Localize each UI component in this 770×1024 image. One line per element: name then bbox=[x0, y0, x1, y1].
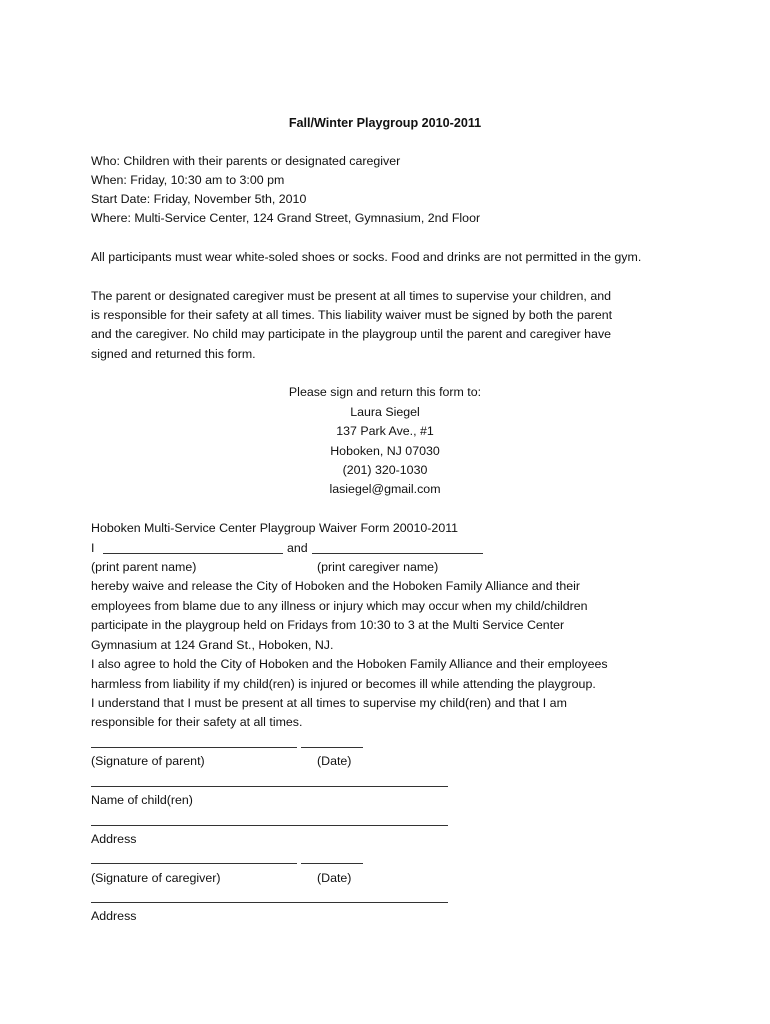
caregiver-signature-line[interactable] bbox=[91, 863, 297, 864]
caregiver-date-line[interactable] bbox=[301, 863, 363, 864]
waiver-line: Gymnasium at 124 Grand St., Hoboken, NJ. bbox=[91, 638, 334, 652]
child-name-line[interactable] bbox=[91, 786, 448, 787]
waiver-line: employees from blame due to any illness or injury which may occur when my child/children bbox=[91, 599, 588, 613]
waiver-line: I also agree to hold the City of Hoboken and the Hoboken Family Alliance and their employees bbox=[91, 657, 608, 671]
supervision-line: The parent or designated caregiver must be present at all times to supervise your children, and bbox=[91, 289, 611, 303]
info-when: When: Friday, 10:30 am to 3:00 pm bbox=[91, 173, 285, 187]
return-name: Laura Siegel bbox=[350, 405, 420, 419]
waiver-line: harmless from liability if my child(ren) is injured or becomes ill while attending the playgroup. bbox=[91, 677, 596, 691]
child-name-label: Name of child(ren) bbox=[91, 793, 193, 807]
supervision-line: signed and returned this form. bbox=[91, 347, 256, 361]
supervision-line: and the caregiver. No child may participate in the playgroup until the parent and caregiver have bbox=[91, 327, 612, 341]
info-who: Who: Children with their parents or designated caregiver bbox=[91, 154, 401, 168]
return-street: 137 Park Ave., #1 bbox=[336, 424, 434, 438]
parent-signature-label: (Signature of parent) bbox=[91, 754, 205, 768]
caregiver-address-label: Address bbox=[91, 909, 137, 923]
caregiver-name-line[interactable] bbox=[312, 553, 483, 554]
caregiver-address-line[interactable] bbox=[91, 902, 448, 903]
rules-line: All participants must wear white-soled shoes or socks. Food and drinks are not permitted in the gym. bbox=[91, 250, 642, 264]
return-phone: (201) 320-1030 bbox=[342, 463, 428, 477]
info-start-date: Start Date: Friday, November 5th, 2010 bbox=[91, 192, 307, 206]
and-label: and bbox=[287, 541, 308, 555]
address-label: Address bbox=[91, 832, 137, 846]
return-email: lasiegel@gmail.com bbox=[329, 482, 441, 496]
document-title: Fall/Winter Playgroup 2010-2011 bbox=[288, 116, 482, 130]
parent-name-label: (print parent name) bbox=[91, 560, 197, 574]
address-line[interactable] bbox=[91, 825, 448, 826]
waiver-line: participate in the playgroup held on Fridays from 10:30 to 3 at the Multi Service Center bbox=[91, 618, 565, 632]
waiver-line: responsible for their safety at all times. bbox=[91, 715, 303, 729]
parent-name-line[interactable] bbox=[103, 553, 283, 554]
caregiver-name-label: (print caregiver name) bbox=[317, 560, 439, 574]
waiver-line: hereby waive and release the City of Hoboken and the Hoboken Family Alliance and their bbox=[91, 579, 581, 593]
date-label: (Date) bbox=[317, 871, 352, 885]
waiver-line: I understand that I must be present at all times to supervise my child(ren) and that I am bbox=[91, 696, 567, 710]
return-city: Hoboken, NJ 07030 bbox=[330, 444, 440, 458]
supervision-line: is responsible for their safety at all times. This liability waiver must be signed by both the parent bbox=[91, 308, 613, 322]
caregiver-signature-label: (Signature of caregiver) bbox=[91, 871, 221, 885]
parent-signature-line[interactable] bbox=[91, 747, 297, 748]
parent-date-line[interactable] bbox=[301, 747, 363, 748]
return-heading: Please sign and return this form to: bbox=[288, 385, 482, 399]
waiver-title: Hoboken Multi-Service Center Playgroup Waiver Form 20010-2011 bbox=[91, 521, 459, 535]
i-label: I bbox=[91, 541, 95, 555]
info-where: Where: Multi-Service Center, 124 Grand Street, Gymnasium, 2nd Floor bbox=[91, 211, 481, 225]
date-label: (Date) bbox=[317, 754, 352, 768]
